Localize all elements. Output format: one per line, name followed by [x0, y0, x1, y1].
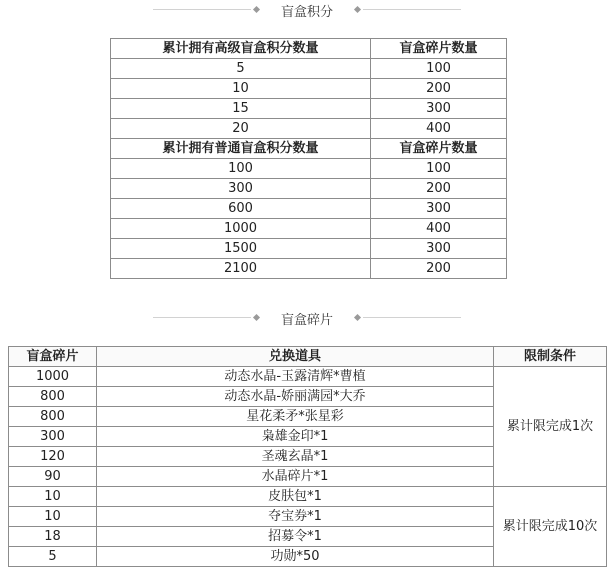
section-title-blindbox-points [0, 0, 614, 20]
table-cell: 200 [371, 259, 507, 279]
table-cell: 星花柔矛*张星彩 [97, 407, 494, 427]
column-header: 盲盒碎片数量 [371, 39, 507, 59]
table-cell: 招募令*1 [97, 527, 494, 547]
table-cell: 300 [111, 179, 371, 199]
table-header-row [111, 39, 507, 59]
limit-cell: 累计限完成1次 [494, 367, 607, 487]
section-title-label: 盲盒积分 [280, 4, 333, 20]
table-cell: 1000 [9, 367, 97, 387]
table-cell: 200 [371, 179, 507, 199]
table-row [111, 179, 507, 199]
table-cell: 皮肤包*1 [97, 487, 494, 507]
table-cell: 300 [371, 239, 507, 259]
column-header: 累计拥有普通盲盒积分数量 [111, 139, 371, 159]
table-row [111, 199, 507, 219]
table-cell: 400 [371, 219, 507, 239]
points-table [110, 38, 507, 279]
table-cell: 功勋*50 [97, 547, 494, 567]
table-cell: 200 [371, 79, 507, 99]
table-row [111, 79, 507, 99]
table-cell: 100 [111, 159, 371, 179]
table-cell: 2100 [111, 259, 371, 279]
table-cell: 夺宝券*1 [97, 507, 494, 527]
table-cell: 90 [9, 467, 97, 487]
table-cell: 15 [111, 99, 371, 119]
table-cell: 300 [371, 99, 507, 119]
table-row [111, 119, 507, 139]
table-cell: 1000 [111, 219, 371, 239]
table-row [111, 59, 507, 79]
table-cell: 枭雄金印*1 [97, 427, 494, 447]
table-cell: 动态水晶-玉露清辉*曹植 [97, 367, 494, 387]
table-cell: 10 [9, 507, 97, 527]
section-title-blindbox-fragments [0, 308, 614, 328]
table-cell: 800 [9, 387, 97, 407]
table-row [111, 239, 507, 259]
table-cell: 圣魂玄晶*1 [97, 447, 494, 467]
table-cell: 5 [9, 547, 97, 567]
table-row [111, 259, 507, 279]
table-cell: 300 [371, 199, 507, 219]
column-header: 盲盒碎片数量 [371, 139, 507, 159]
table-cell: 动态水晶-娇丽满园*大乔 [97, 387, 494, 407]
table-cell: 600 [111, 199, 371, 219]
table-cell: 120 [9, 447, 97, 467]
table-cell: 100 [371, 59, 507, 79]
table-header-row [111, 139, 507, 159]
title-decoration-left [153, 0, 263, 20]
table-cell: 18 [9, 527, 97, 547]
table-row [111, 159, 507, 179]
table-cell: 400 [371, 119, 507, 139]
section-title-label: 盲盒碎片 [280, 312, 333, 328]
table-cell: 20 [111, 119, 371, 139]
column-header: 累计拥有高级盲盒积分数量 [111, 39, 371, 59]
title-decoration-left [153, 308, 263, 328]
table-row [111, 219, 507, 239]
table-header-row [9, 347, 607, 367]
column-header: 盲盒碎片 [9, 347, 97, 367]
table-cell: 100 [371, 159, 507, 179]
table-cell: 1500 [111, 239, 371, 259]
table-cell: 水晶碎片*1 [97, 467, 494, 487]
column-header: 限制条件 [494, 347, 607, 367]
title-decoration-right [351, 0, 461, 20]
table-cell: 10 [111, 79, 371, 99]
exchange-table [8, 346, 607, 567]
table-cell: 800 [9, 407, 97, 427]
table-cell: 10 [9, 487, 97, 507]
table-row [9, 487, 607, 507]
table-row [111, 99, 507, 119]
table-cell: 300 [9, 427, 97, 447]
table-cell: 5 [111, 59, 371, 79]
title-decoration-right [351, 308, 461, 328]
limit-cell: 累计限完成10次 [494, 487, 607, 567]
table-row [9, 367, 607, 387]
column-header: 兑换道具 [97, 347, 494, 367]
